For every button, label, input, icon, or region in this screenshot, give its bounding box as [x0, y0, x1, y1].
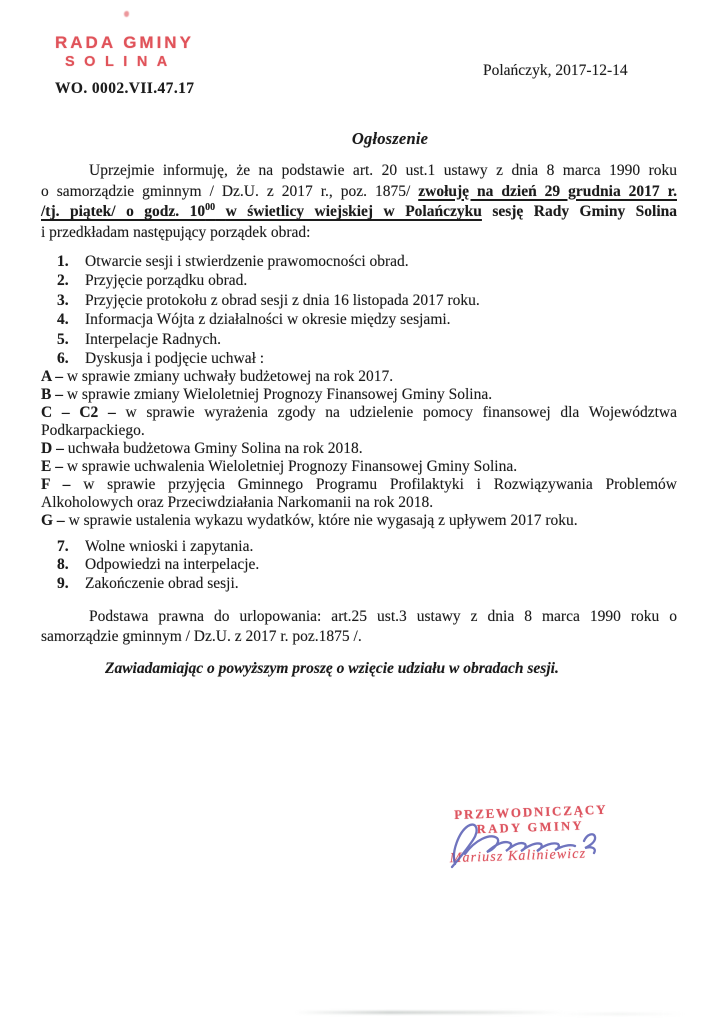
agenda-item-number: 3. — [57, 291, 69, 309]
chairman-role-line1: PRZEWODNICZĄCY — [454, 801, 608, 823]
agenda-list-bottom — [41, 538, 677, 594]
agenda-item-8 — [57, 556, 677, 575]
agenda-item-1 — [57, 252, 677, 271]
session-datetime-part-b: w świetlicy wiejskiej w Polańczyku — [225, 203, 482, 220]
council-stamp-line1: RADA GMINY — [55, 33, 194, 52]
resolution-label: G – — [41, 511, 65, 529]
agenda-item-3 — [57, 291, 677, 310]
agenda-item-text: Informacja Wójta z działalności w okresie między sesjami. — [85, 311, 451, 329]
agenda-item-number: 8. — [57, 556, 69, 574]
signature-block — [447, 801, 637, 889]
resolution-item-f — [41, 476, 677, 512]
scan-smudge — [295, 1011, 565, 1014]
agenda-item-number: 7. — [57, 537, 69, 555]
agenda-item-6 — [57, 349, 677, 368]
resolution-item-d — [41, 440, 677, 458]
resolution-label: C – C2 – — [41, 404, 116, 422]
chairman-name: Mariusz Kaliniewicz — [449, 846, 587, 867]
agenda-item-text: Wolne wnioski i zapytania. — [85, 537, 254, 555]
agenda-item-number: 6. — [57, 350, 69, 368]
agenda-item-text: Otwarcie sesji i stwierdzenie prawomocności obrad. — [85, 253, 409, 270]
agenda-item-number: 1. — [57, 253, 69, 270]
resolutions-list — [41, 368, 677, 529]
intro-paragraph — [41, 161, 677, 243]
resolution-text: w sprawie przyjęcia Gminnego Programu Profilaktyki i Rozwiązywania Problemów Alkoholowych oraz Przeciwdziałania Narkomanii na rok 2018. — [41, 475, 677, 511]
closing-sentence: Zawiadamiając o powyższym proszę o wzięcie udziału w obradach sesji. — [105, 660, 559, 678]
resolution-label: E – — [41, 457, 63, 475]
intro-line2-regular: o samorządzie gminnym / Dz.U. z 2017 r., poz. 1875/ — [41, 182, 411, 200]
intro-line-1: Uprzejmie informuję, że na podstawie art. 20 ust.1 ustawy z dnia 8 marca 1990 roku — [89, 162, 677, 179]
council-stamp-line2: SOLINA — [65, 54, 177, 70]
document-title: Ogłoszenie — [351, 129, 429, 148]
agenda-item-number: 9. — [57, 574, 69, 592]
resolution-text: w sprawie uchwalenia Wieloletniej Prognozy Finansowej Gminy Solina. — [66, 457, 518, 475]
agenda-item-text: Odpowiedzi na interpelacje. — [85, 556, 260, 574]
document-body — [41, 161, 677, 678]
handwritten-signature — [441, 812, 619, 874]
intro-line-3 — [41, 202, 677, 223]
reference-number: WO. 0002.VII.47.17 — [55, 80, 195, 97]
resolution-item-e — [41, 458, 677, 476]
chairman-role-line2: RADY GMINY — [476, 818, 585, 837]
intro-line-4: i przedkładam następujący porządek obrad: — [41, 223, 311, 241]
legal-basis-paragraph: Podstawa prawna do urlopowania: art.25 ust.3 ustawy z dnia 8 marca 1990 roku o samorządzie gminnym / Dz.U. z 2017 r. poz.1875 /. — [41, 608, 677, 646]
resolution-item-g — [41, 512, 677, 530]
agenda-item-text: Przyjęcie protokołu z obrad sesji z dnia 16 listopada 2017 roku. — [85, 291, 480, 309]
place-and-date: Polańczyk, 2017-12-14 — [483, 62, 628, 79]
resolution-label: F – — [41, 475, 71, 493]
time-superscript: 00 — [205, 201, 216, 213]
agenda-item-5 — [57, 330, 677, 349]
session-name-bold: sesję Rady Gminy Solina — [492, 203, 678, 220]
agenda-item-text: Zakończenie obrad sesji. — [85, 574, 239, 592]
resolution-text: w sprawie zmiany uchwały budżetowej na rok 2017. — [66, 368, 394, 386]
agenda-item-9 — [57, 575, 677, 594]
agenda-item-number: 5. — [57, 330, 69, 348]
session-datetime-part-a: /tj. piątek/ o godz. 10 — [41, 203, 206, 220]
resolution-item-b — [41, 386, 677, 404]
intro-line-2 — [41, 182, 677, 203]
agenda-item-7 — [57, 538, 677, 557]
resolution-label: D – — [41, 440, 64, 458]
agenda-item-2 — [57, 271, 677, 290]
agenda-item-text: Przyjęcie porządku obrad. — [85, 272, 248, 290]
agenda-item-4 — [57, 310, 677, 329]
resolution-text: w sprawie wyrażenia zgody na udzielenie pomocy finansowej dla Województwa Podkarpackiego. — [41, 404, 678, 440]
agenda-item-text: Dyskusja i podjęcie uchwał : — [85, 350, 265, 368]
intro-line2-bold-underlined: zwołuję na dzień 29 grudnia 2017 r. — [418, 182, 677, 200]
resolution-label: B – — [41, 386, 63, 404]
resolution-text: w sprawie zmiany Wieloletniej Prognozy Finansowej Gminy Solina. — [66, 386, 493, 404]
resolution-text: uchwała budżetowa Gminy Solina na rok 2018. — [67, 440, 363, 458]
agenda-item-text: Interpelacje Radnych. — [85, 330, 221, 348]
resolution-item-a — [41, 368, 677, 386]
resolution-text: w sprawie ustalenia wykazu wydatków, które nie wygasają z upływem 2017 roku. — [68, 511, 578, 529]
stamp-ink-dot — [124, 11, 129, 17]
agenda-list-top — [41, 252, 677, 368]
resolution-item-c — [41, 404, 677, 440]
council-stamp — [55, 33, 194, 70]
agenda-item-number: 2. — [57, 272, 69, 290]
session-datetime-underlined — [41, 203, 482, 220]
agenda-item-number: 4. — [57, 311, 69, 329]
scan-smudge — [555, 1013, 685, 1015]
resolution-label: A – — [41, 368, 63, 386]
